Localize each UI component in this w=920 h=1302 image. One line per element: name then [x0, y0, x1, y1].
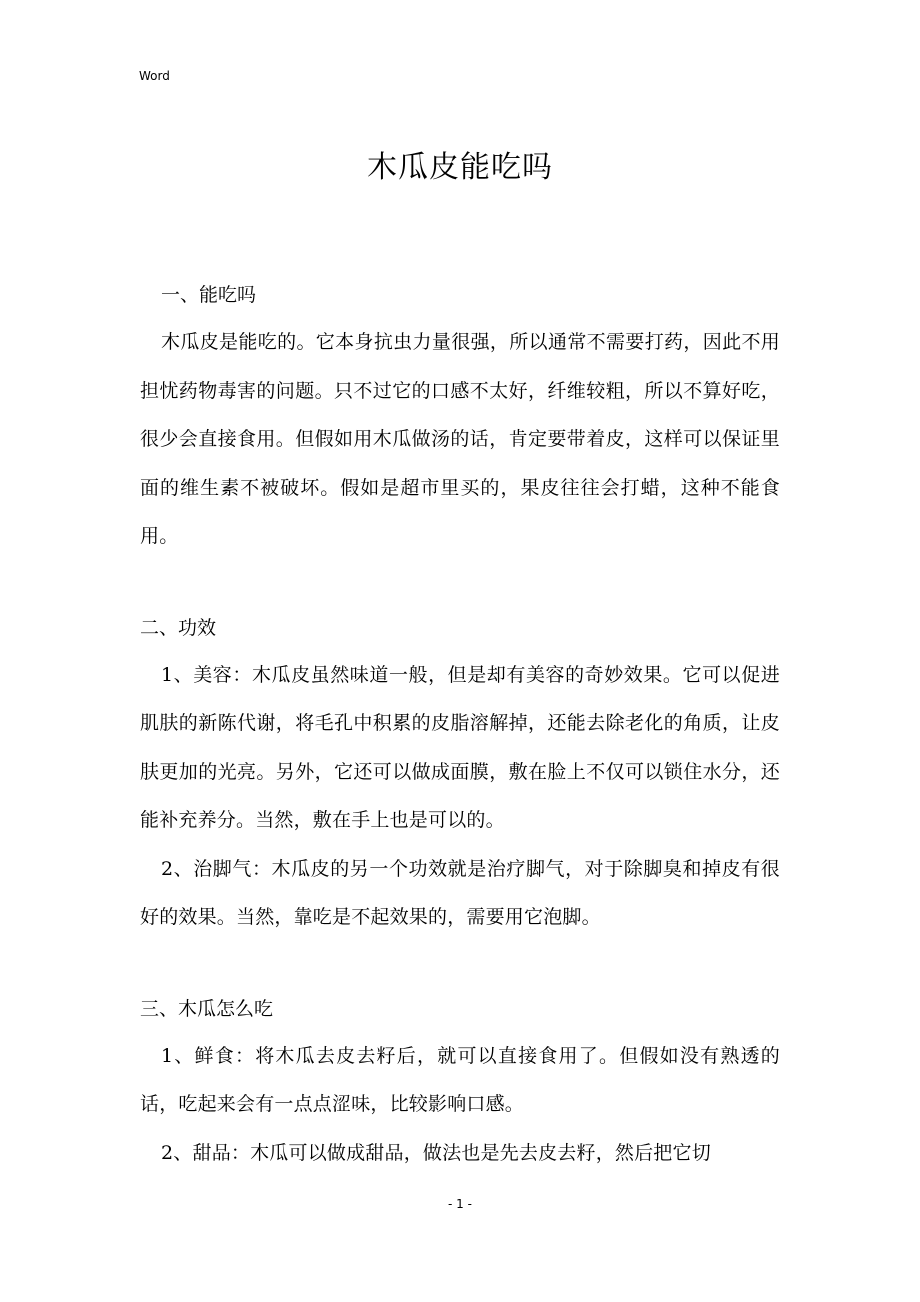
paragraph: 木瓜皮是能吃的。它本身抗虫力量很强，所以通常不需要打药，因此不用担忧药物毒害的问题。只不过它的口感不太好，纤维较粗，所以不算好吃，很少会直接食用。但假如用木瓜做汤的话，肯定要带着皮，这样可以保证里面的维生素不被破坏。假如是超市里买的，果皮往往会打蜡，这种不能食用。	[140, 331, 780, 547]
header-label: Word	[139, 69, 170, 83]
document-body	[140, 278, 780, 1177]
section-heading: 三、木瓜怎么吃	[140, 997, 274, 1020]
list-item: 2、治脚气：木瓜皮的另一个功效就是治疗脚气，对于除脚臭和掉皮有很好的效果。当然，靠吃是不起效果的，需要用它泡脚。	[140, 857, 780, 928]
section-heading: 二、功效	[140, 616, 217, 639]
section-heading: 一、能吃吗	[161, 284, 257, 306]
list-item: 2、甜品：木瓜可以做成甜品，做法也是先去皮去籽，然后把它切	[161, 1141, 711, 1164]
page-number: - 1 -	[448, 1197, 472, 1211]
list-item: 1、鲜食：将木瓜去皮去籽后，就可以直接食用了。但假如没有熟透的话，吃起来会有一点点涩味，比较影响口感。	[140, 1044, 780, 1115]
list-item: 1、美容：木瓜皮虽然味道一般，但是却有美容的奇妙效果。它可以促进肌肤的新陈代谢，将毛孔中积累的皮脂溶解掉，还能去除老化的角质，让皮肤更加的光亮。另外，它还可以做成面膜，敷在脸上不仅可以锁住水分，还能补充养分。当然，敷在手上也是可以的。	[140, 663, 780, 831]
document-title: 木瓜皮能吃吗	[367, 150, 553, 185]
